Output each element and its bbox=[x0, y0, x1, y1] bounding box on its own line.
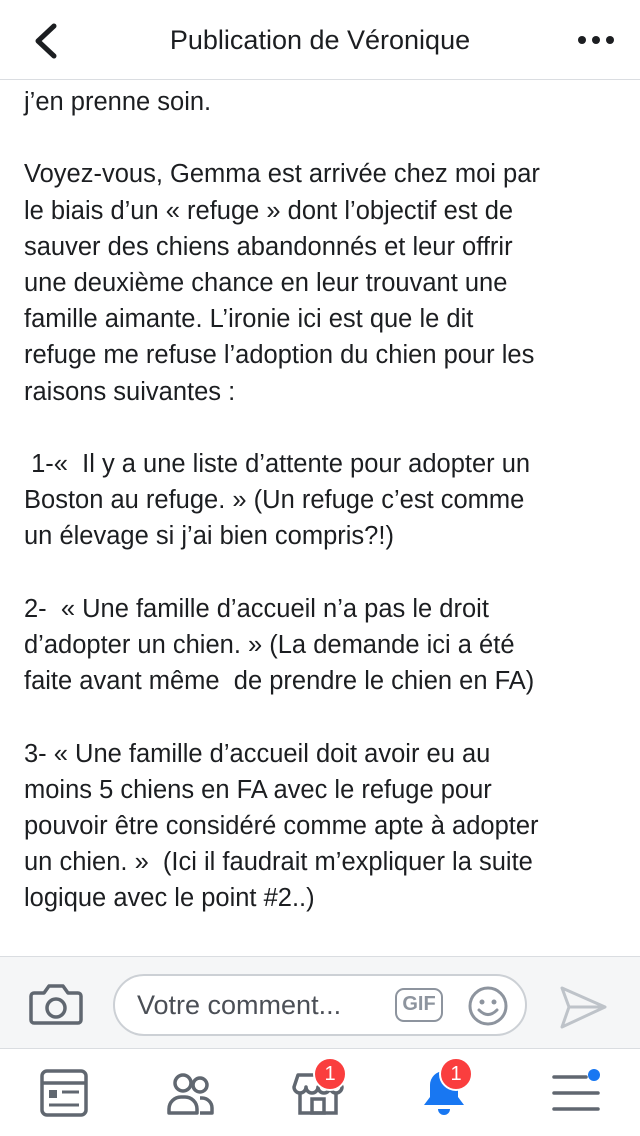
comment-composer bbox=[0, 956, 640, 1048]
tab-news-feed[interactable] bbox=[34, 1063, 94, 1123]
post-text-line: 2- « Une famille d’accueil n’a pas le droit bbox=[24, 594, 489, 623]
camera-button[interactable] bbox=[28, 979, 84, 1029]
post-text-line: Voyez-vous, Gemma est arrivée chez moi par bbox=[24, 160, 540, 189]
post-text-line: logique avec le point #2..) bbox=[24, 884, 315, 913]
camera-icon bbox=[28, 979, 84, 1029]
post-text-line: faite avant même de prendre le chien en FA) bbox=[24, 667, 535, 696]
paragraph-gap bbox=[24, 410, 624, 446]
paragraph-gap bbox=[24, 555, 624, 591]
post-text-line: un chien. » (Ici il faudrait m’expliquer la suite bbox=[24, 848, 533, 877]
post-text-line: le biais d’un « refuge » dont l’objectif est de bbox=[24, 196, 514, 225]
comment-input[interactable] bbox=[113, 974, 527, 1036]
post-text-line: 3- « Une famille d’accueil doit avoir eu au bbox=[24, 739, 491, 768]
paragraph-gap bbox=[24, 120, 624, 156]
post-text-line: une deuxième chance en leur trouvant une bbox=[24, 269, 508, 297]
post-body-text bbox=[24, 84, 624, 989]
post-text-line: raisons suivantes : bbox=[24, 377, 236, 406]
emoji-icon bbox=[467, 985, 509, 1027]
marketplace-badge: 1 bbox=[313, 1057, 347, 1091]
tab-notifications[interactable] bbox=[414, 1063, 474, 1123]
comment-placeholder: Votre comment... bbox=[137, 990, 342, 1020]
back-arrow-icon bbox=[24, 20, 68, 64]
post-text-line: j’en prenne soin. bbox=[24, 88, 212, 116]
menu-icon bbox=[546, 1063, 606, 1123]
bottom-tab-bar bbox=[0, 1048, 640, 1136]
friends-icon bbox=[160, 1063, 220, 1123]
tab-friends[interactable] bbox=[160, 1063, 220, 1123]
top-navigation-bar bbox=[0, 0, 640, 80]
send-button[interactable] bbox=[556, 983, 610, 1033]
tab-marketplace[interactable] bbox=[288, 1063, 348, 1123]
news-feed-icon bbox=[34, 1063, 94, 1123]
post-text-line: d’adopter un chien. » (La demande ici a été bbox=[24, 631, 515, 659]
paragraph-gap bbox=[24, 699, 624, 735]
notifications-badge: 1 bbox=[439, 1057, 473, 1091]
paragraph-gap bbox=[24, 917, 624, 953]
post-text-line: refuge me refuse l’adoption du chien pour les bbox=[24, 341, 535, 370]
post-text-line: sauver des chiens abandonnés et leur offrir bbox=[24, 232, 513, 261]
post-text-line: moins 5 chiens en FA avec le refuge pour bbox=[24, 775, 492, 804]
back-button[interactable] bbox=[24, 20, 68, 64]
more-icon bbox=[572, 20, 620, 64]
post-text-line: 1-« Il y a une liste d’attente pour adopter un bbox=[24, 450, 531, 478]
tab-menu[interactable] bbox=[546, 1063, 606, 1123]
more-options-button[interactable] bbox=[572, 20, 620, 64]
send-icon bbox=[556, 983, 610, 1033]
post-text-line: Boston au refuge. » (Un refuge c’est comme bbox=[24, 486, 525, 515]
post-content bbox=[0, 80, 640, 956]
page-title: Publication de Véronique bbox=[169, 25, 471, 55]
emoji-button[interactable] bbox=[467, 985, 509, 1027]
gif-icon[interactable]: GIF bbox=[395, 988, 443, 1022]
post-text-line: famille aimante. L’ironie ici est que le dit bbox=[24, 305, 474, 334]
post-text-line: pouvoir être considéré comme apte à adopter bbox=[24, 812, 539, 840]
post-text-line: un élevage si j’ai bien compris?!) bbox=[24, 522, 394, 551]
